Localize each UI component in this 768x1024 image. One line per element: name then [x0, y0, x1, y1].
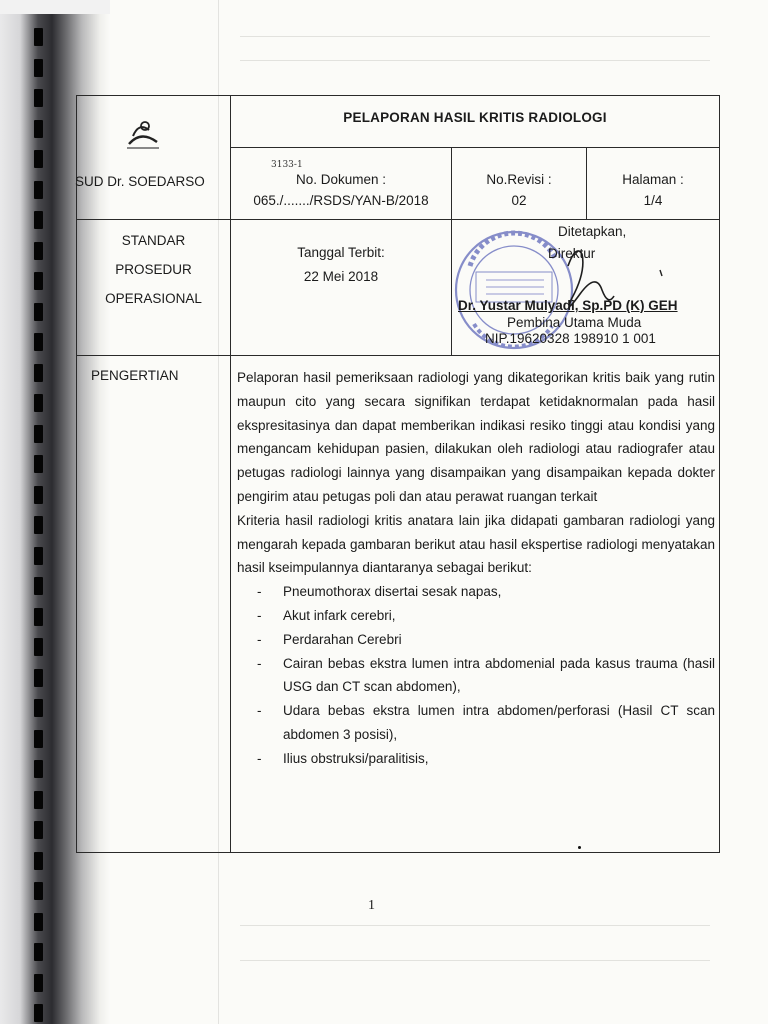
binding-hole: [34, 333, 43, 351]
list-item: [237, 652, 715, 700]
binding-hole: [34, 974, 43, 992]
list-dash: -: [257, 655, 262, 671]
binding-hole: [34, 1004, 43, 1022]
section-content: [231, 356, 720, 853]
sop-label-cell: [77, 220, 231, 356]
list-dash: -: [257, 631, 262, 647]
list-item-text: Cairan bebas ekstra lumen intra abdomenial pada kasus trauma (hasil USG dan CT scan abdomen),: [283, 655, 715, 695]
binding-hole: [34, 303, 43, 321]
binding-hole: [34, 730, 43, 748]
bleed-through-line: [240, 36, 710, 37]
issue-date-label: Tanggal Terbit:: [297, 245, 385, 260]
list-item-text: Akut infark cerebri,: [283, 607, 396, 623]
binding-hole: [34, 669, 43, 687]
binding-hole: [34, 791, 43, 809]
signature-cell: [452, 220, 720, 356]
list-item: [237, 628, 715, 652]
list-dash: -: [257, 607, 262, 623]
binding-hole: [34, 364, 43, 382]
criteria-paragraph: Kriteria hasil radiologi kritis anatara lain jika didapati gambaran radiologi yang mengarah kepada gambaran berikut atau hasil ekspertise radiologi menyatakan hasil kseimpulannya diantaranya sebagai berikut:: [237, 512, 715, 576]
list-item-text: Udara bebas ekstra lumen intra abdomen/perforasi (Hasil CT scan abdomen 3 posisi),: [283, 703, 715, 742]
binding-hole: [34, 638, 43, 656]
binding-hole: [34, 943, 43, 961]
binding-hole: [34, 852, 43, 870]
definition-paragraph: Pelaporan hasil pemeriksaan radiologi yang dikategorikan kritis baik yang rutin maupun cito yang secara signifikan terdapat ketidaknormalan pada hasil ekspresitasinya dan dapat memberikan indikasi resiko tinggi atau kondisi yang mengancam kehidupan pasien, dilakukan oleh radiologi atau radiografer atau petugas radiologi lainnya yang disampaikan yang disampaikan kepada dokter pengirim atau petugas poli dan atau perawat ruangan terkait: [237, 370, 715, 504]
doc-number-value: 065./......./RSDS/YAN-B/2018: [253, 193, 429, 208]
binding-hole: [34, 89, 43, 107]
issue-date-cell: [231, 220, 452, 356]
binding-hole: [34, 28, 43, 46]
list-item: [237, 580, 715, 604]
revision-value: 02: [511, 193, 527, 208]
binding-hole: [34, 486, 43, 504]
list-dash: -: [257, 703, 262, 719]
revision-label: No.Revisi :: [486, 172, 552, 187]
binding-hole: [34, 760, 43, 778]
sop-label-line2: PROSEDUR: [115, 262, 192, 277]
binding-hole: [34, 547, 43, 565]
hospital-name: SUD Dr. SOEDARSO: [75, 174, 205, 189]
sop-label-line1: STANDAR: [121, 233, 186, 248]
signatory-nip: NIP.19620328 198910 1 001: [485, 331, 656, 346]
binding-hole: [34, 59, 43, 77]
ink-dot: [578, 846, 581, 849]
binding-hole: [34, 455, 43, 473]
binding-hole: [34, 394, 43, 412]
list-item-text: Pneumothorax disertai sesak napas,: [283, 584, 502, 600]
binding-hole: [34, 425, 43, 443]
handwritten-note: 3133-1: [271, 160, 303, 170]
section-label: PENGERTIAN: [77, 356, 231, 853]
list-item-text: Ilius obstruksi/paralitisis,: [283, 750, 429, 766]
list-item: [237, 604, 715, 628]
signature-role: Direktur: [548, 246, 596, 261]
binding-hole: [34, 211, 43, 229]
document-title: PELAPORAN HASIL KRITIS RADIOLOGI: [231, 96, 720, 148]
list-item: [237, 699, 715, 747]
binding-hole: [34, 120, 43, 138]
list-item-text: Perdarahan Cerebri: [283, 631, 402, 647]
page-value: 1/4: [643, 193, 663, 208]
bleed-through-line: [240, 960, 710, 961]
signatory-name: Dr. Yustar Mulyadi, Sp.PD (K) GEH: [458, 298, 678, 313]
binding-hole: [34, 516, 43, 534]
binding-hole: [34, 882, 43, 900]
hospital-logo-icon: [119, 116, 163, 152]
doc-number-label: No. Dokumen :: [295, 172, 387, 187]
binding-hole: [34, 821, 43, 839]
revision-cell: [452, 148, 587, 220]
binding-hole: [34, 150, 43, 168]
binder-top: [0, 0, 110, 14]
signature-established: Ditetapkan,: [558, 224, 627, 239]
binding-hole: [34, 181, 43, 199]
binding-hole: [34, 608, 43, 626]
logo-cell: [77, 96, 231, 220]
list-item: [237, 747, 715, 771]
page-number: 1: [368, 898, 375, 913]
signatory-rank: Pembina Utama Muda: [507, 315, 642, 330]
binding-hole: [34, 242, 43, 260]
sop-table: [76, 95, 720, 853]
binding-hole: [34, 577, 43, 595]
binding-hole: [34, 913, 43, 931]
binding-hole: [34, 272, 43, 290]
page-cell: [587, 148, 720, 220]
criteria-list: [237, 580, 715, 770]
list-dash: -: [257, 584, 262, 600]
sop-label-line3: OPERASIONAL: [105, 291, 202, 306]
issue-date-value: 22 Mei 2018: [303, 269, 379, 284]
bleed-through-line: [240, 60, 710, 61]
list-dash: -: [257, 750, 262, 766]
bleed-through-line: [240, 925, 710, 926]
page-label: Halaman :: [622, 172, 684, 187]
doc-number-cell: [231, 148, 452, 220]
binding-hole: [34, 699, 43, 717]
